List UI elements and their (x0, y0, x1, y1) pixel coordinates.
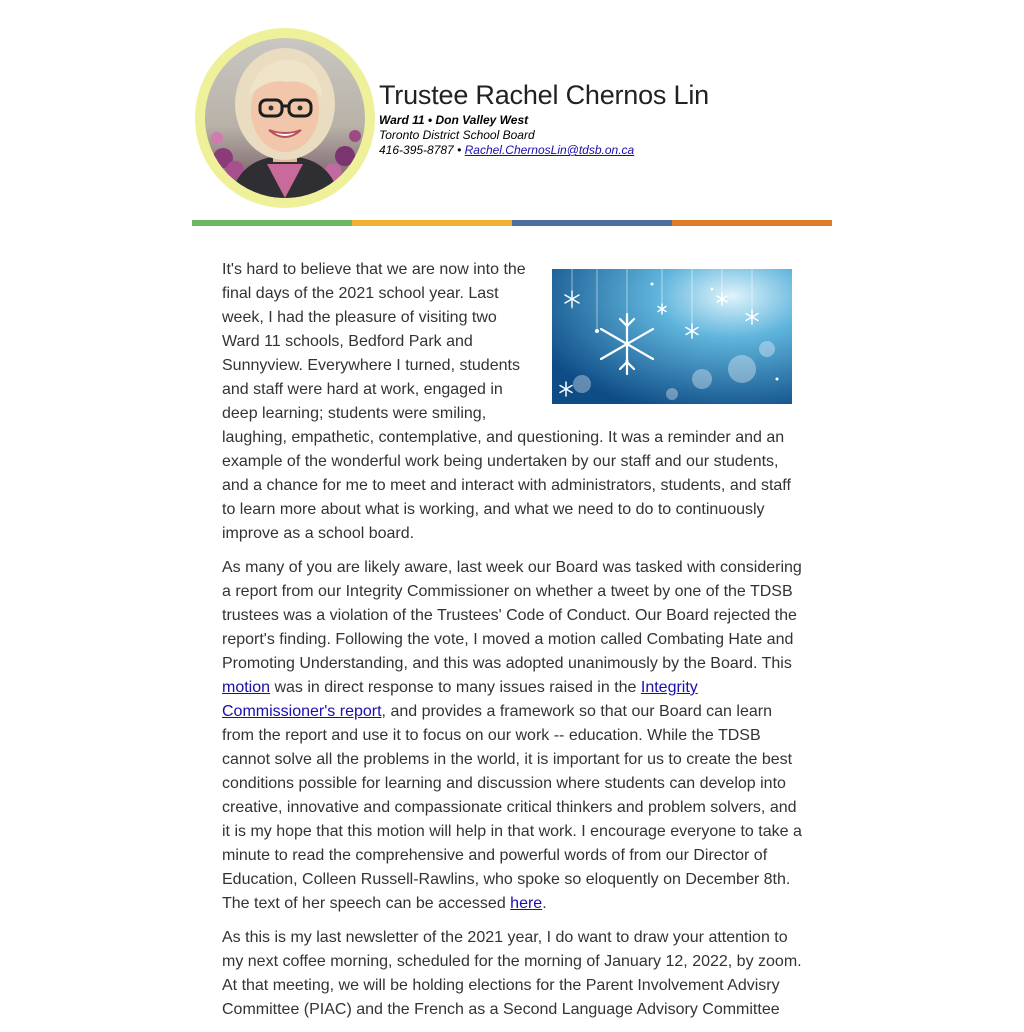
color-segment-yellow (352, 220, 512, 226)
color-divider (192, 220, 832, 226)
phone-text: 416-395-8787 • (379, 143, 462, 157)
board-label: Toronto District School Board (379, 128, 535, 142)
color-segment-blue (512, 220, 672, 226)
paragraph-motion-text-d: . (542, 895, 547, 912)
paragraph-motion-text-a: As many of you are likely aware, last week our Board was tasked with considering a report from our Integrity Commissioner on whether a tweet by one of the TDSB trustees was a violation of the Trustees' Code of Conduct. Our Board rejected the report's finding. Following the vote, I moved a motion called Combating Hate and Promoting Understanding, and this was adopted unanimously by the Board. This (222, 559, 802, 672)
color-segment-green (192, 220, 352, 226)
contact-line (379, 143, 709, 158)
paragraph-coffee-morning: As this is my last newsletter of the 2021 year, I do want to draw your attention to my next coffee morning, scheduled for the morning of January 12, 2022, by zoom. At that meeting, we will be holding elections for the Parent Involvement Advisry Committee (PIAC) and the French as a Second Language Advisory Committee (222, 929, 802, 1018)
avatar-ring (195, 28, 375, 208)
integrity-report-link[interactable]: Integrity Commissioner's report (222, 679, 698, 720)
paragraph-motion (222, 556, 804, 916)
winter-snowflakes-image (552, 269, 792, 404)
paragraph-intro: It's hard to believe that we are now into the final days of the 2021 school year. Last week, I had the pleasure of visiting two Ward 11 schools, Bedford Park and Sunnyview. Everywhere I turned, students and staff were hard at work, engaged in deep learning; students were smiling, laughing, empathetic, contemplative, and questioning. It was a reminder and an example of the wonderful work being undertaken by our staff and our students, and a chance for me to meet and interact with administrators, students, and staff to learn more about what is working, and what we need to do to continuously improve as a school board. (222, 261, 791, 542)
color-segment-orange (672, 220, 832, 226)
paragraph-motion-text-c: , and provides a framework so that our Board can learn from the report and use it to focus on our work -- education. While the TDSB cannot solve all the problems in the world, it is important for us to create the best conditions possible for learning and discussion where students can develop into creative, innovative and compassionate critical thinkers and problem solvers, and it is my hope that this motion will help in that work. I encourage everyone to take a minute to read the comprehensive and powerful words of from our Director of Education, Colleen Russell-Rawlins, who spoke so eloquently on December 8th. The text of her speech can be accessed (222, 703, 802, 912)
paragraph-motion-text-b: was in direct response to many issues raised in the (270, 679, 641, 696)
article-body (222, 258, 804, 1032)
ward-label: Ward 11 • Don Valley West (379, 113, 529, 127)
motion-link[interactable]: motion (222, 679, 271, 696)
header-block (379, 80, 709, 158)
page-title: Trustee Rachel Chernos Lin (379, 80, 709, 110)
avatar (205, 38, 365, 198)
email-link[interactable]: Rachel.ChernosLin@tdsb.on.ca (464, 143, 635, 157)
speech-link[interactable]: here (510, 895, 543, 912)
